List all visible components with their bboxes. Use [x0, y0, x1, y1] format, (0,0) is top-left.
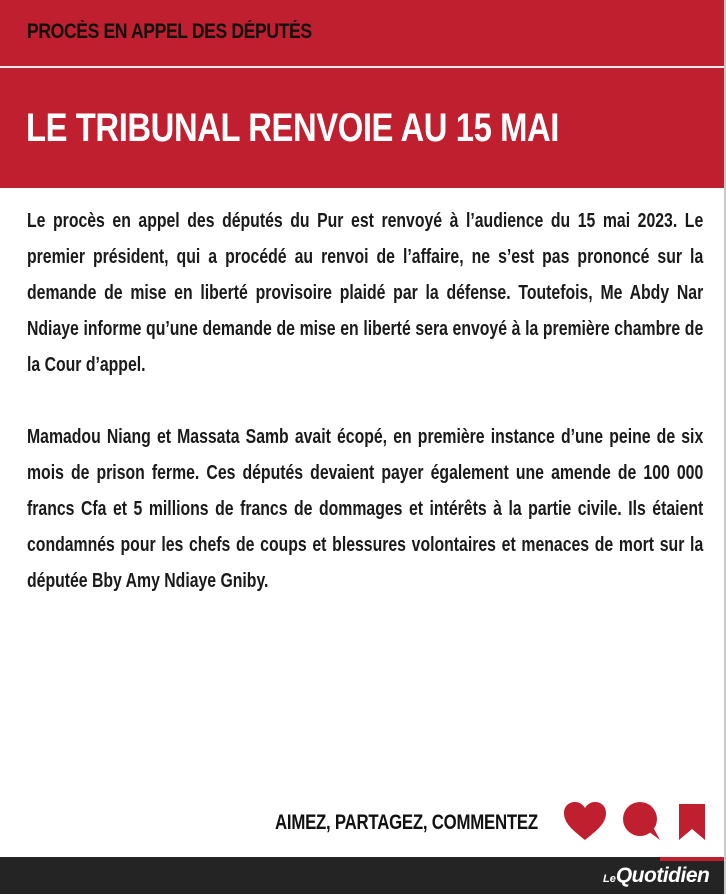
brand-logo: [603, 864, 709, 888]
article-body: [27, 203, 703, 599]
article-paragraph-2: Mamadou Niang et Massata Samb avait écopé, en première instance d’une peine de six mois de prison ferme. Ces députés devaient payer également une amende de 100 000 francs Cfa et 5 millions de francs de dommages et intérêts à la partie civile. Ils étaient condamnés pour les chefs de coups et blessures volontaires et menaces de mort sur la députée Bby Amy Ndiaye Gniby.: [27, 426, 704, 592]
logo-prefix: Le: [603, 873, 616, 885]
title-banner: [0, 68, 724, 188]
heart-icon[interactable]: [562, 800, 608, 842]
kicker-text: PROCÈS EN APPEL DES DÉPUTÉS: [27, 20, 312, 43]
headline: LE TRIBUNAL RENVOIE AU 15 MAI: [26, 106, 560, 150]
article-paragraph-1: Le procès en appel des députés du Pur est renvoyé à l’audience du 15 mai 2023. Le premier président, qui a procédé au renvoi de l’affaire, ne s’est pas prononcé sur la demande de mise en liberté provisoire plaidé par la défense. Toutefois, Me Abdy Nar Ndiaye informe qu’une demande de mise en liberté sera envoyé à la première chambre de la Cour d’appel.: [27, 210, 704, 376]
kicker-banner: [0, 0, 724, 66]
comment-bubble-icon[interactable]: [620, 800, 662, 842]
engagement-cta: AIMEZ, PARTAGEZ, COMMENTEZ: [275, 811, 538, 834]
footer-accent: [660, 857, 724, 861]
bookmark-icon[interactable]: [677, 802, 707, 842]
logo-name: Quotidien: [615, 864, 710, 887]
